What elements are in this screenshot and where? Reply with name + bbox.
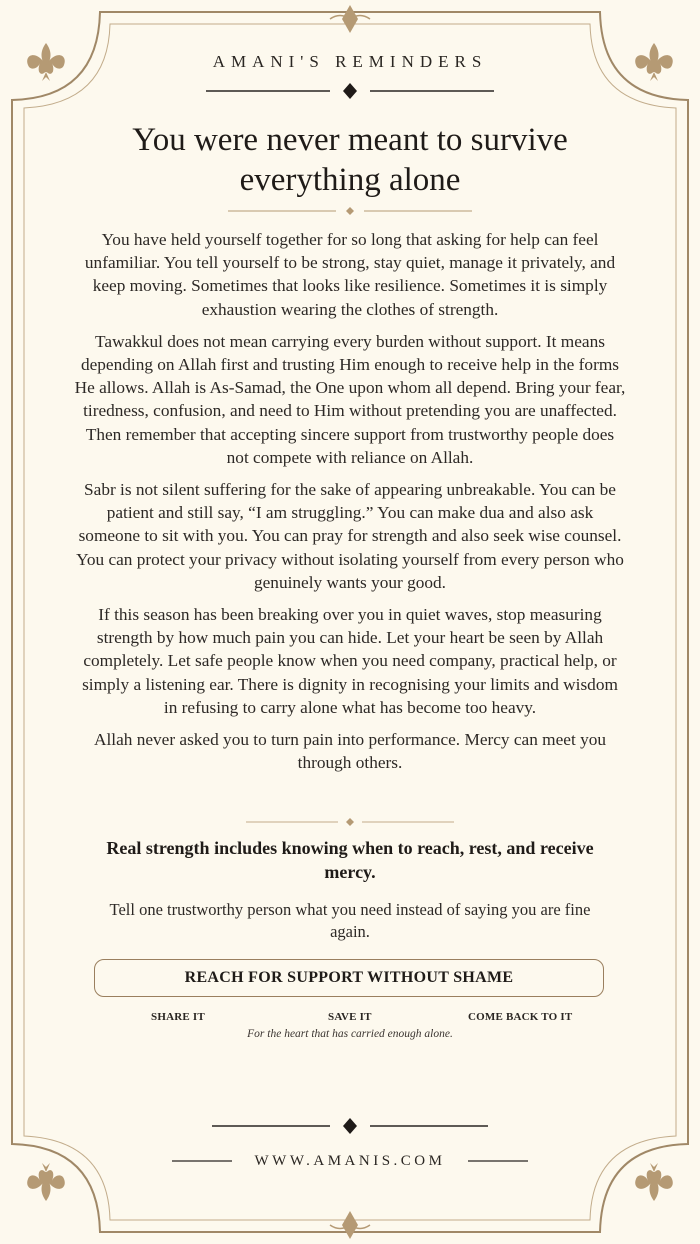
brand-title: AMANI'S REMINDERS	[212, 52, 488, 71]
website-link[interactable]: WWW.AMANIS.COM	[254, 1153, 446, 1169]
page-title: You were never meant to survive everything alone	[132, 122, 568, 198]
save-link[interactable]: SAVE IT	[328, 1011, 372, 1023]
reminder-body	[74, 228, 626, 783]
body-paragraph: You have held yourself together for so long that asking for help can feel unfamiliar. You tell yourself to be strong, stay quiet, manage it privately, and keep moving. Sometimes that looks like resilience. Sometimes it is simply exhaustion wearing the clothes of strength.	[84, 230, 616, 319]
body-paragraph: Allah never asked you to turn pain into performance. Mercy can meet you through others.	[93, 730, 607, 773]
support-cta-button[interactable]: REACH FOR SUPPORT WITHOUT SHAME	[94, 959, 604, 997]
body-paragraph: Tawakkul does not mean carrying every burden without support. It means depending on Allah first and trusting Him enough to receive help in the forms He allows. Allah is As-Samad, the One upon whom all depend. Bring your fear, tiredness, confusion, and need to Him without pretending you are unaffected. Then remember that accepting sincere support from trustworthy people does not compete with reliance on Allah.	[74, 331, 626, 467]
key-takeaway: Real strength includes knowing when to reach, rest, and receive mercy.	[106, 838, 594, 882]
share-link[interactable]: SHARE IT	[151, 1011, 205, 1023]
engagement-links	[0, 1011, 700, 1027]
body-paragraph: Sabr is not silent suffering for the sake of appearing unbreakable. You can be patient and still say, “I am struggling.” You can make dua and also ask someone to sit with you. You can pray for strength and also seek wise counsel. You can protect your privacy without isolating yourself from every person who genuinely wants your good.	[76, 480, 624, 592]
tagline: For the heart that has carried enough alone.	[247, 1028, 453, 1040]
come-back-link[interactable]: COME BACK TO IT	[468, 1011, 573, 1023]
action-step: Tell one trustworthy person what you need instead of saying you are fine again.	[109, 900, 591, 941]
body-paragraph: If this season has been breaking over you in quiet waves, stop measuring strength by how much pain you can hide. Let your heart be seen by Allah completely. Let safe people know when you need company, practical help, or simply a listening ear. There is dignity in recognising your limits and wisdom in refusing to carry alone what has become too heavy.	[82, 605, 618, 717]
